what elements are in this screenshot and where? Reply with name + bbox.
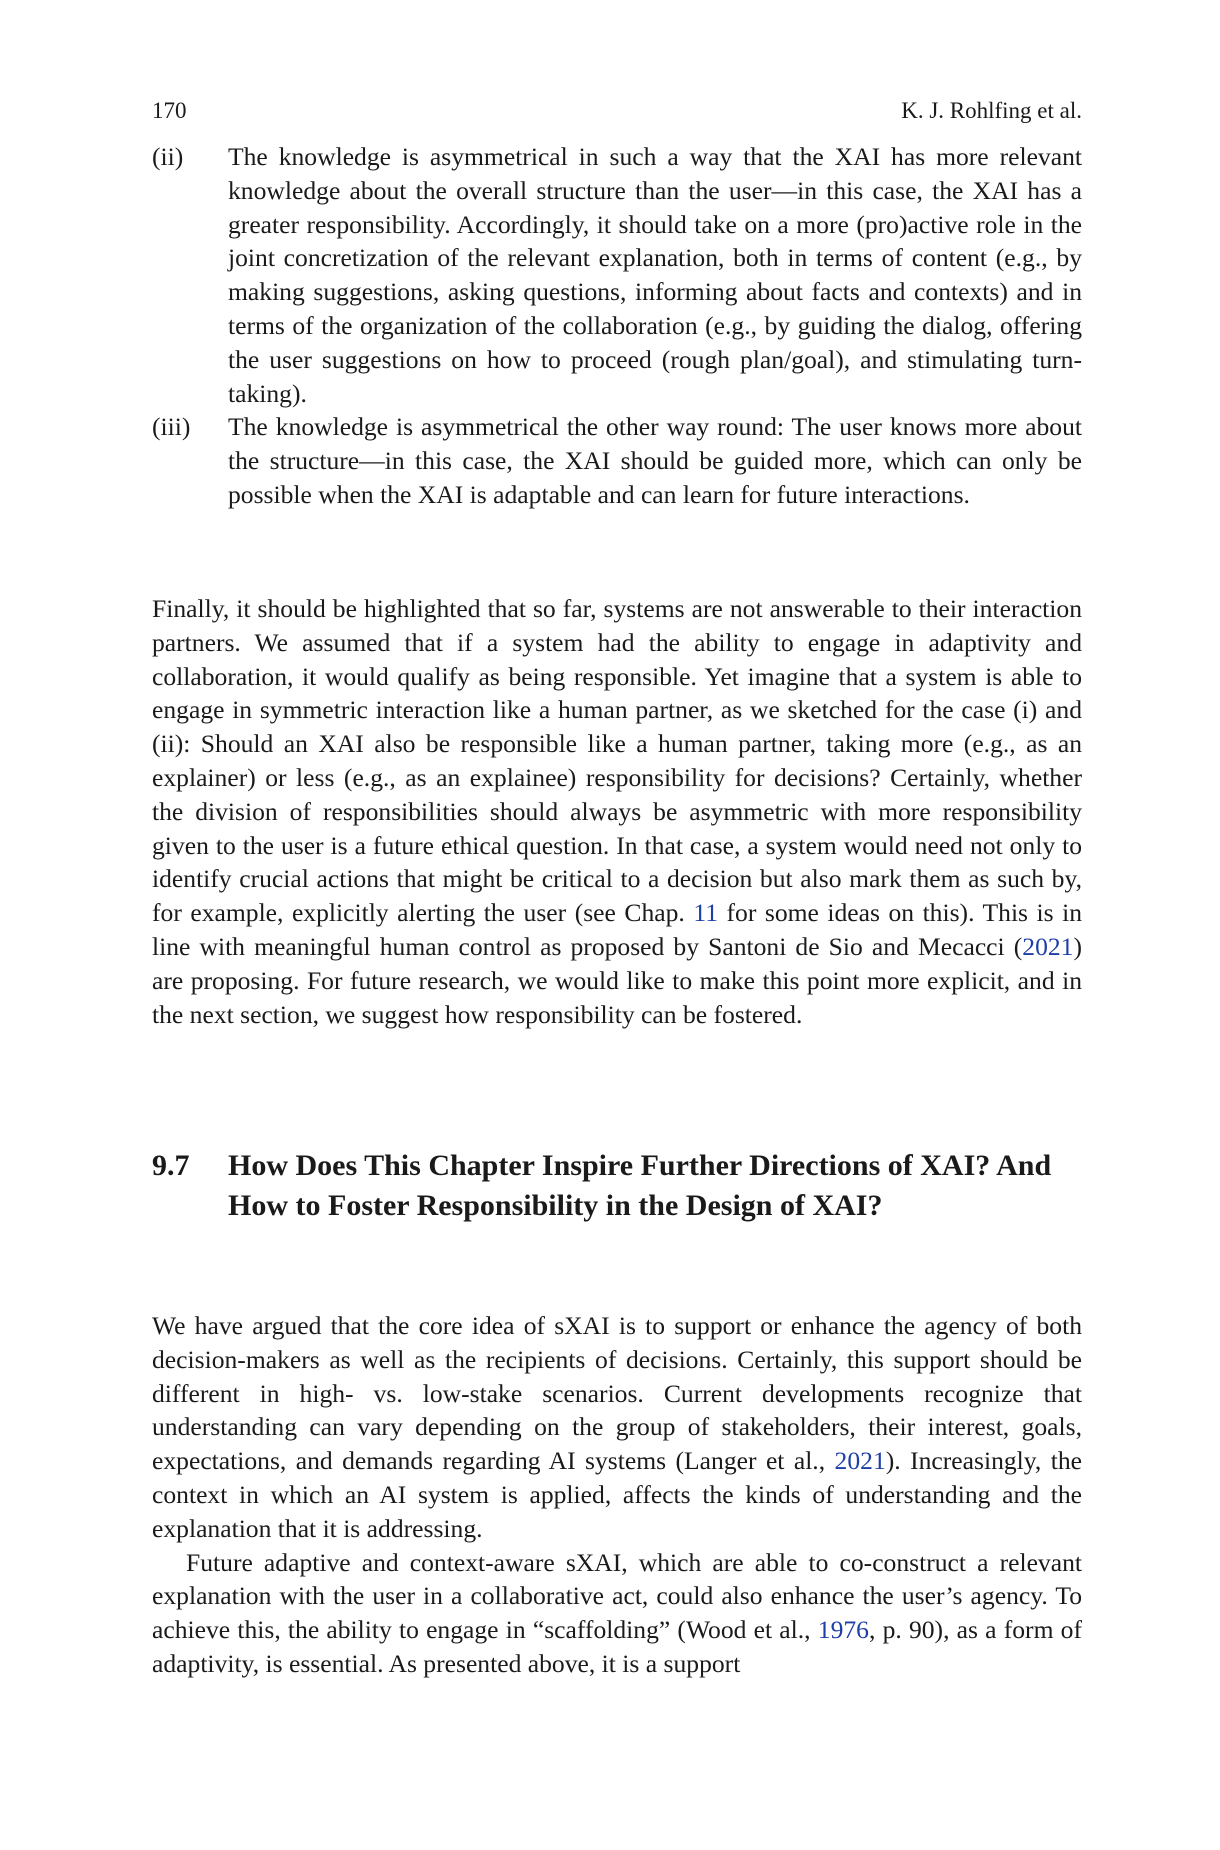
paragraph — [152, 592, 1082, 1031]
running-head — [152, 96, 1082, 126]
paragraph — [152, 1309, 1082, 1546]
list-item-label: (iii) — [152, 412, 191, 442]
citation-link[interactable]: 2021 — [1022, 931, 1074, 961]
list-item-text: The knowledge is asymmetrical in such a way that the XAI has more relevant knowledge about the overall structure than the user—in this case, the XAI has a greater responsibility. Accordingly, it should take on a more (pro)active role in the joint concretization of the relevant explanation, both in terms of content (e.g., by making suggestions, asking questions, informing about facts and contexts) and in terms of the organization of the collaboration (e.g., by guiding the dialog, offering the user suggestions on how to proceed (rough plan/goal), and stimulating turn-taking). — [228, 142, 1082, 408]
list-item-text: The knowledge is asymmetrical the other way round: The user knows more about the structure—in this case, the XAI should be guided more, which can only be possible when the XAI is adaptable and can learn for future interactions. — [228, 412, 1082, 509]
running-title: K. J. Rohlfing et al. — [901, 98, 1082, 123]
citation-link[interactable]: 2021 — [834, 1446, 886, 1476]
para2-text-a: We have argued that the core idea of sXAI is to support or enhance the agency of both decision-makers as well as the recipients of decisions. Certainly, this support should be different in high- vs. low-stake scenarios. Current developments recognize that understanding can vary depending on the group of stakeholders, their interest, goals, expectations, and demands regarding AI systems (Langer et al., — [152, 1311, 1082, 1476]
list-item-label: (ii) — [152, 142, 184, 171]
para3-text-a: Future adaptive and context-aware sXAI, which are able to co-construct a relevant explanation with the user in a collaborative act, could also enhance the user’s agency. To achieve this, the ability to engage in “scaffolding” (Wood et al., — [152, 1547, 1082, 1645]
section-heading — [152, 1146, 1082, 1226]
section-number: 9.7 — [152, 1149, 190, 1182]
citation-link[interactable]: 1976 — [817, 1615, 869, 1645]
list-block — [152, 140, 1082, 512]
list-item — [152, 140, 1082, 410]
para1-text-a: Finally, it should be highlighted that so far, systems are not answerable to their interaction partners. We assumed that if a system had the ability to engage in adaptivity and collaboration, it would qualify as being responsible. Yet imagine that a system is able to engage in symmetric interaction like a human partner, as we sketched for the case (i) and (ii): Should an XAI also be responsible like a human partner, taking more (e.g., as an explainer) or less (e.g., as an explainee) responsibility for decisions? Certainly, whether the division of responsibilities should always be asymmetric with more responsibility given to the user is a future ethical question. In that case, a system would need not only to identify crucial actions that might be critical to a decision but also mark them as such by, for example, explicitly alerting the user (see Chap. — [152, 594, 1082, 928]
para1-text-b: for some ideas on this). This is in line with meaningful human control as proposed by Santoni de Sio and Mecacci ( — [152, 898, 1083, 961]
para2-text-b: ). Increasingly, the context in which an AI system is applied, affects the kinds of understanding and the explanation that it is addressing. — [152, 1446, 1083, 1543]
list-item — [152, 410, 1082, 511]
chapter-reference-link[interactable]: 11 — [693, 898, 718, 928]
section-body — [152, 1309, 1082, 1681]
paragraph — [152, 1546, 1082, 1681]
para1-text-c: ) are proposing. For future research, we would like to make this point more explicit, and in the next section, we suggest how responsibility can be fostered. — [152, 931, 1082, 1029]
paragraph-responsibility — [152, 592, 1082, 1031]
page-number: 170 — [152, 98, 187, 123]
section-title: How Does This Chapter Inspire Further Directions of XAI? And How to Foster Responsibility in the Design of XAI? — [228, 1149, 1052, 1222]
para3-text-b: , p. 90), as a form of adaptivity, is essential. As presented above, it is a support — [152, 1615, 1082, 1678]
